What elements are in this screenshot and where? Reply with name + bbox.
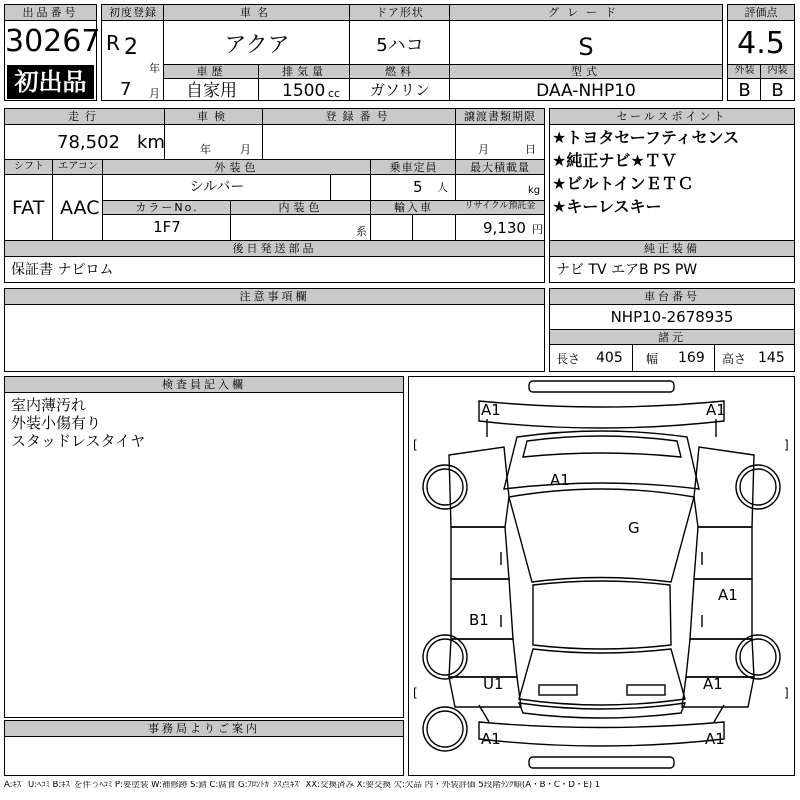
lot-number: 30267 xyxy=(5,24,101,59)
displacement-label: 排気量 xyxy=(282,65,327,78)
capacity-label: 乗車定員 xyxy=(389,161,438,174)
color-no-value: 1F7 xyxy=(153,218,181,236)
door-label: ドア形状 xyxy=(376,6,424,19)
height-label: 高さ xyxy=(722,352,747,366)
details-grid xyxy=(4,108,545,241)
sales-points-box xyxy=(549,108,795,241)
later-parts-label: 後日発送部品 xyxy=(5,241,544,257)
inspector-line-2: 外装小傷有り xyxy=(11,414,102,432)
aircon-value: AAC xyxy=(60,197,100,219)
exterior-color-label: 外装色 xyxy=(214,161,260,174)
int-value: B xyxy=(771,80,784,101)
max-load-unit: kg xyxy=(528,185,541,196)
fuel-label: 燃料 xyxy=(385,65,415,78)
displacement-unit: cc xyxy=(328,87,341,100)
grade-label: グレード xyxy=(548,6,624,19)
mark-front-left: A1 xyxy=(481,401,501,419)
score-label: 評価点 xyxy=(728,5,794,21)
first-listing-badge xyxy=(7,65,94,99)
ext-value: B xyxy=(738,80,751,101)
int-label: 内装 xyxy=(767,65,788,76)
inspector-line-3: スタッドレスタイヤ xyxy=(11,432,146,450)
mileage-label: 走行 xyxy=(68,110,102,123)
mark-right-rear-quarter: A1 xyxy=(703,675,723,693)
model-label: 型式 xyxy=(571,65,601,78)
history-label: 車歴 xyxy=(196,65,227,78)
width-label: 幅 xyxy=(646,352,659,366)
door-value: 5ハコ xyxy=(376,35,424,56)
inspector-box xyxy=(4,376,404,718)
svg-text:]: ] xyxy=(784,686,789,700)
sales-point-2: ★純正ナビ★ＴＶ xyxy=(552,151,677,170)
first-reg-month-unit: 月 xyxy=(149,87,160,100)
history-value: 自家用 xyxy=(186,81,237,101)
sales-point-1: ★トヨタセーフティセンス xyxy=(552,128,740,147)
recycle-value: 9,130 xyxy=(483,219,526,237)
fuel-value: ガソリン xyxy=(369,81,430,99)
reg-number-label: 登録番号 xyxy=(325,110,394,123)
mileage-value: 78,502 xyxy=(57,132,120,153)
mileage-unit: km xyxy=(137,132,165,153)
mark-right-rear-door: A1 xyxy=(718,586,738,604)
inspection-label: 車検 xyxy=(197,110,231,123)
mark-rear-left: A1 xyxy=(481,730,501,748)
inspector-label: 検査員記入欄 xyxy=(5,377,403,393)
ext-label: 外装 xyxy=(734,65,755,76)
first-listing-text: 初出品 xyxy=(14,68,87,96)
max-load-label: 最大積載量 xyxy=(470,161,530,174)
grade-value: S xyxy=(578,33,594,61)
notes-box xyxy=(4,288,545,372)
car-name-value: アクア xyxy=(224,33,290,58)
model-value: DAA-NHP10 xyxy=(536,81,636,101)
mark-left-rear-quarter: U1 xyxy=(483,675,504,693)
equipment-label: 純正装備 xyxy=(550,241,794,257)
car-outline-svg xyxy=(409,377,794,775)
top-info-grid xyxy=(101,4,723,101)
displacement-value: 1500 xyxy=(282,81,326,101)
svg-text:[: [ xyxy=(413,438,418,452)
later-parts-value: 保証書 ナビロム xyxy=(11,262,114,278)
score-value: 4.5 xyxy=(737,26,785,61)
car-name-label: 車名 xyxy=(240,6,274,19)
office-box xyxy=(4,720,404,776)
mark-rear-right: A1 xyxy=(705,730,725,748)
first-reg-year-unit: 年 xyxy=(149,62,160,75)
lot-box xyxy=(4,4,101,101)
first-reg-month: 7 xyxy=(120,79,132,100)
recycle-unit: 円 xyxy=(532,223,543,236)
lot-label: 出品番号 xyxy=(5,5,96,21)
transfer-docs-label: 譲渡書類期限 xyxy=(464,110,536,123)
capacity-unit: 人 xyxy=(437,181,448,194)
color-no-label: カラーNo. xyxy=(135,201,199,214)
first-reg-label: 初度登録 xyxy=(109,6,157,19)
mark-windshield: A1 xyxy=(550,471,570,489)
aircon-label: エアコン xyxy=(58,161,98,172)
svg-text:]: ] xyxy=(784,438,789,452)
sales-point-3: ★ビルトインＥＴＣ xyxy=(552,174,694,193)
capacity-value: 5 xyxy=(413,178,423,196)
equipment-value: ナビ TV エアB PS PW xyxy=(556,262,698,278)
legend-text: A:ｷｽﾞ U:ﾍｺﾐ B:ｷｽﾞを伴うﾍｺﾐ P:要塗装 W:補修跡 S:錆 C:腐食 G:ﾌﾛﾝﾄｶﾞﾗｽ点ｷｽﾞ XX:交換済み X:要交換 欠:欠品 内・外装評価 5段階ﾗﾝｸ順(A・B・C・D・E) 1 xyxy=(4,781,601,790)
sales-points-label: セールスポイント xyxy=(550,109,794,125)
mark-left-rear-door: B1 xyxy=(469,611,489,629)
first-reg-era: R xyxy=(106,31,120,55)
mark-front-right: A1 xyxy=(706,401,726,419)
score-box xyxy=(727,4,795,101)
recycle-label: リサイクル預託金 xyxy=(464,201,536,211)
interior-color-suffix: 系 xyxy=(356,225,367,238)
notes-label: 注意事項欄 xyxy=(5,289,544,305)
height-value: 145 xyxy=(758,350,785,366)
import-label: 輸入車 xyxy=(394,201,433,214)
first-reg-year: 2 xyxy=(124,35,138,60)
svg-text:[: [ xyxy=(413,686,418,700)
interior-color-label: 内装色 xyxy=(278,201,324,214)
inspector-line-1: 室内薄汚れ xyxy=(11,396,87,414)
car-diagram xyxy=(408,376,795,776)
transfer-month-unit: 月 xyxy=(478,143,489,156)
spec-label: 諸元 xyxy=(550,330,794,345)
office-label: 事務局よりご案内 xyxy=(5,721,403,737)
width-value: 169 xyxy=(678,350,705,366)
shift-value: FAT xyxy=(12,197,45,219)
chassis-value: NHP10-2678935 xyxy=(610,308,734,326)
mark-roof-glass: G xyxy=(628,519,640,537)
inspection-month-unit: 月 xyxy=(240,143,251,156)
chassis-box xyxy=(549,288,795,372)
exterior-color-value: シルバー xyxy=(189,179,245,195)
inspection-year-unit: 年 xyxy=(200,143,211,156)
later-parts-box xyxy=(4,240,545,283)
chassis-label: 車台番号 xyxy=(550,289,794,305)
shift-label: シフト xyxy=(14,161,44,172)
length-value: 405 xyxy=(596,350,623,366)
transfer-day-unit: 日 xyxy=(525,143,536,156)
length-label: 長さ xyxy=(556,352,581,366)
sales-point-4: ★キーレスキー xyxy=(552,197,662,216)
equipment-box xyxy=(549,240,795,283)
